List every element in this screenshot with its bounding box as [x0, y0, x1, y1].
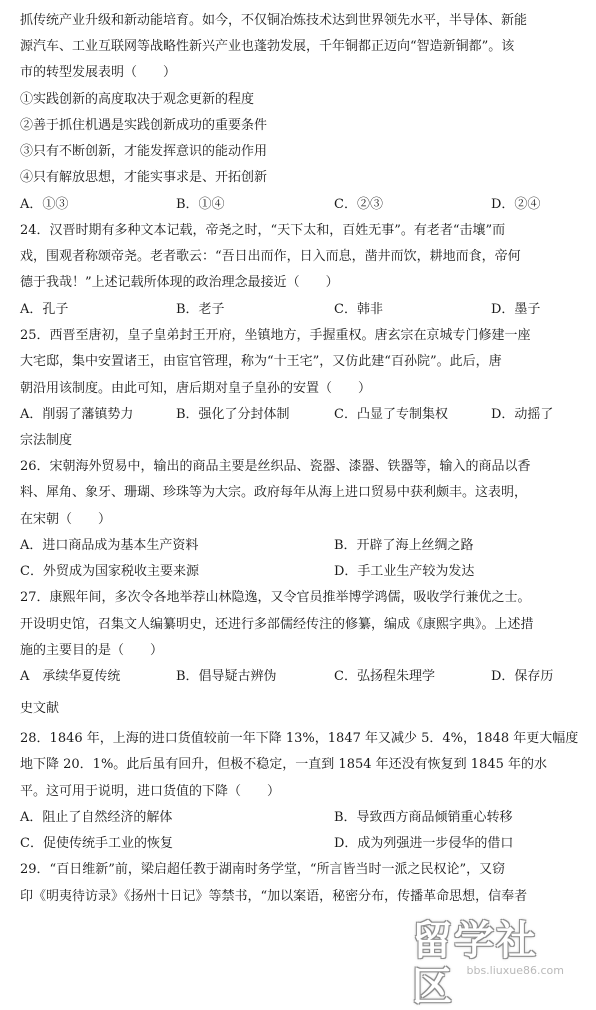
q26-option-d: D．手工业生产较为发达: [334, 564, 475, 579]
q23-option-b: B．①④: [176, 197, 225, 212]
q25-option-a: A．削弱了藩镇势力: [20, 407, 134, 422]
q25-line-1: 25．西晋至唐初，皇子皇弟封王开府，坐镇地方，手握重权。唐玄宗在京城专门修建一座: [20, 328, 531, 343]
q26-line-2: 料、犀角、象牙、珊瑚、珍珠等为大宗。政府每年从海上进口贸易中获利颇丰。这表明，: [20, 485, 528, 500]
q23-statement-2: ②善于抓住机遇是实践创新成功的重要条件: [20, 118, 268, 133]
q24-option-c: C．韩非: [334, 302, 383, 317]
q26-option-c: C．外贸成为国家税收主要来源: [20, 564, 199, 579]
q28-line-2: 地下降 20．1%。此后虽有回升，但极不稳定，一直到 1854 年还没有恢复到 1845 年的水: [20, 757, 547, 772]
q25-line-3: 朝沿用该制度。由此可知，唐后期对皇子皇孙的安置（ ）: [20, 381, 372, 396]
q25-option-c: C．凸显了专制集权: [334, 407, 448, 422]
watermark-logo: [412, 918, 582, 1010]
q23-line-1: 抓传统产业升级和新动能培育。如今，不仅铜冶炼技术达到世界领先水平，半导体、新能: [20, 13, 528, 28]
q25-option-b: B．强化了分封体制: [176, 407, 290, 422]
q26-line-1: 26．宋朝海外贸易中，输出的商品主要是丝织品、瓷器、漆器、铁器等，输入的商品以香: [20, 459, 531, 474]
q24-option-a: A．孔子: [20, 302, 69, 317]
q27-option-d-wrap: 史文献: [20, 701, 60, 716]
q28-option-c: C．促使传统手工业的恢复: [20, 836, 173, 851]
q23-option-d: D．②④: [491, 197, 541, 212]
q27-line-3: 施的主要目的是（ ）: [20, 643, 164, 658]
q23-option-a: A．①③: [20, 197, 69, 212]
q25-line-2: 大宅邸，集中安置诸王，由宦官管理，称为“十王宅”，又仿此建“百孙院”。此后，唐: [20, 354, 502, 369]
watermark-url: bbs.liuxue86.com: [466, 964, 564, 977]
q28-option-a: A．阻止了自然经济的解体: [20, 810, 173, 825]
q27-line-2: 开设明史馆，召集文人编纂明史，还进行多部儒经传注的修纂，编成《康熙字典》。上述措: [20, 617, 534, 632]
q24-option-d: D．墨子: [491, 302, 541, 317]
q27-option-a: A 承续华夏传统: [20, 669, 121, 684]
q28-line-1: 28．1846 年，上海的进口货值较前一年下降 13%，1847 年又减少 5．4%，1848 年更大幅度: [20, 731, 579, 746]
q24-line-3: 德于我哉！”上述记载所体现的政治理念最接近（ ）: [20, 275, 339, 290]
q24-line-1: 24．汉晋时期有多种文本记载，帝尧之时，“天下太和，百姓无事”。有老者“击壤”而: [20, 223, 506, 238]
q23-statement-4: ④只有解放思想，才能实事求是、开拓创新: [20, 170, 268, 185]
q28-line-3: 平。这可用于说明，进口货值的下降（ ）: [20, 784, 281, 799]
q23-line-2: 源汽车、工业互联网等战略性新兴产业也蓬勃发展，千年铜都正迈向“智造新铜都”。该: [20, 39, 515, 54]
q29-line-2: 印《明夷待访录》《扬州十日记》等禁书，“加以案语，秘密分布，传播革命思想，信奉者: [20, 889, 528, 904]
q26-option-a: A．进口商品成为基本生产资料: [20, 538, 199, 553]
q23-line-3: 市的转型发展表明（ ）: [20, 65, 177, 80]
q23-option-c: C．②③: [334, 197, 383, 212]
q25-option-d: D．动摇了: [491, 407, 554, 422]
q24-line-2: 戏，围观者称颂帝尧。老者歌云：“吾日出而作，日入而息，凿井而饮，耕地而食，帝何: [20, 249, 521, 264]
q26-option-b: B．开辟了海上丝绸之路: [334, 538, 474, 553]
q23-statement-3: ③只有不断创新，才能发挥意识的能动作用: [20, 144, 268, 159]
q23-statement-1: ①实践创新的高度取决于观念更新的程度: [20, 92, 255, 107]
q29-line-1: 29．“百日维新”前，梁启超任教于湖南时务学堂，“所言皆当时一派之民权论”，又窃: [20, 862, 506, 877]
q27-line-1: 27．康熙年间，多次令各地举荐山林隐逸，又令官员推举博学鸿儒，吸收学行兼优之士。: [20, 590, 531, 605]
q24-option-b: B．老子: [176, 302, 225, 317]
watermark-title: 留学社区: [412, 918, 538, 1010]
q25-option-d-wrap: 宗法制度: [20, 433, 73, 448]
q26-line-3: 在宋朝（ ）: [20, 512, 112, 527]
q28-option-d: D．成为列强进一步侵华的借口: [334, 836, 514, 851]
q28-option-b: B．导致西方商品倾销重心转移: [334, 810, 513, 825]
q27-option-b: B．倡导疑古辨伪: [176, 669, 277, 684]
q27-option-d: D．保存历: [491, 669, 554, 684]
q27-option-c: C．弘扬程朱理学: [334, 669, 435, 684]
